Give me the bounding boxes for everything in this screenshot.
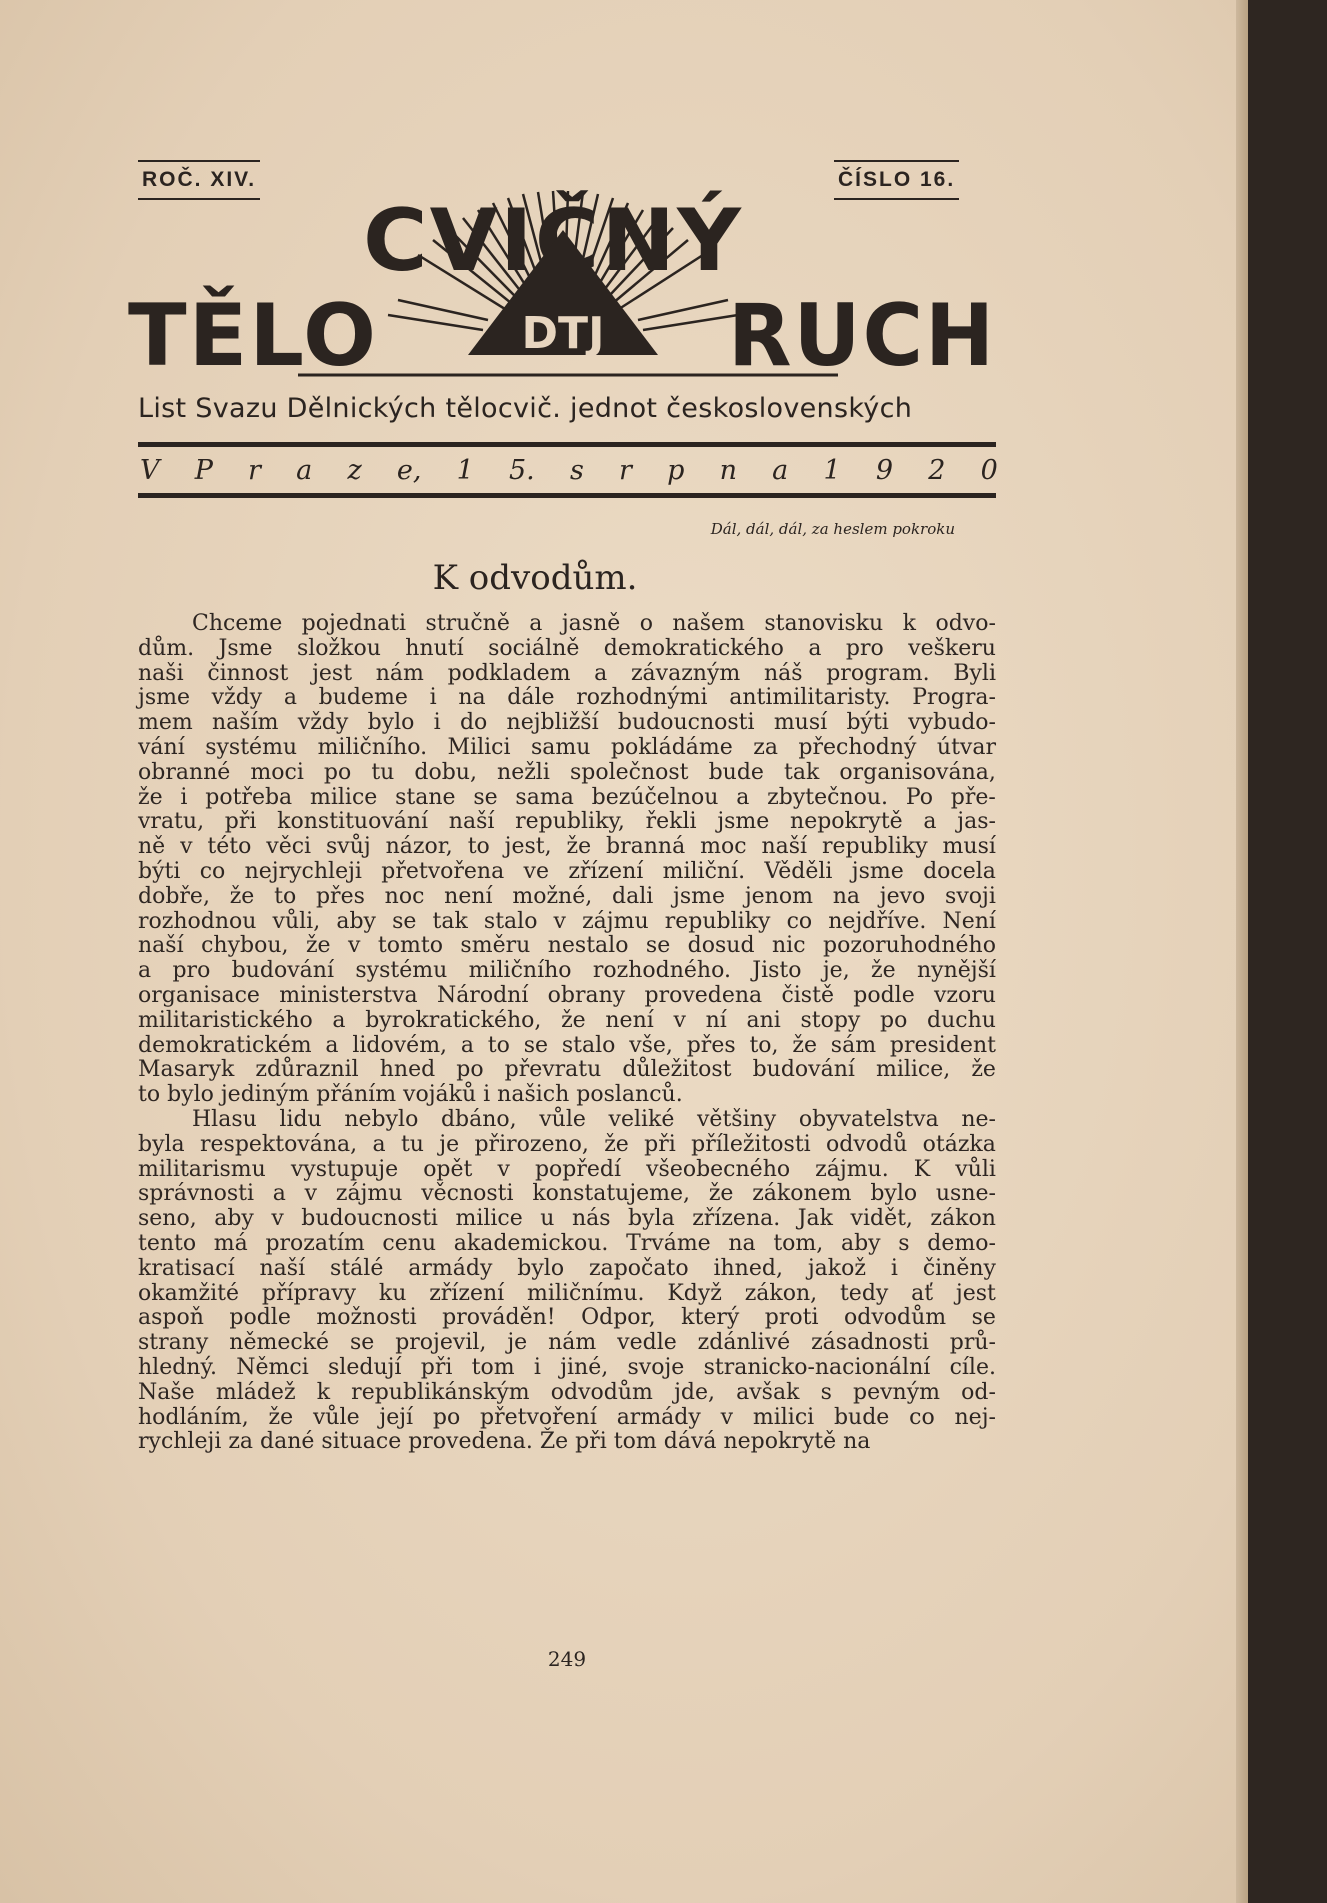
article-headline: K odvodům. bbox=[432, 558, 638, 598]
article-line: správnosti a v zájmu věcnosti konstatujeme, že zákonem bylo usne- bbox=[138, 1181, 996, 1207]
article-line: mem naším vždy bylo i do nejbližší budoucnosti musí býti vybudo- bbox=[138, 710, 996, 736]
dateline-char: n bbox=[719, 455, 737, 486]
article-line: jsme vždy a budeme i na dále rozhodnými antimilitaristy. Progra- bbox=[138, 685, 996, 711]
title-left: TĚLO bbox=[128, 286, 379, 386]
article-line: rozhodnou vůli, aby se tak stalo v zájmu republiky co nejdříve. Není bbox=[138, 908, 996, 934]
article-line: demokratickém a lidovém, a to se stalo vše, přes to, že sám president bbox=[138, 1032, 996, 1058]
motto: Dál, dál, dál, za heslem pokroku bbox=[710, 520, 955, 538]
dateline-char: 1 bbox=[823, 455, 841, 486]
dateline-char: r bbox=[619, 455, 632, 486]
background-strip bbox=[1248, 0, 1327, 1903]
masthead-title bbox=[128, 150, 998, 390]
dateline-char: p bbox=[667, 455, 685, 486]
dateline bbox=[140, 455, 998, 486]
volume-label: ROČ. XIV. bbox=[142, 168, 257, 191]
article-line: okamžité přípravy ku zřízení miličnímu. Když zákon, tedy ať jest bbox=[138, 1280, 996, 1306]
article-line: hodláním, že vůle její po přetvoření armády v milici bude co nej- bbox=[138, 1404, 996, 1430]
dateline-char: P bbox=[194, 455, 213, 486]
article-line: kratisací naší stálé armády bylo započato ihned, jakož i činěny bbox=[138, 1255, 996, 1281]
dateline-char: z bbox=[347, 455, 362, 486]
article-line: Chceme pojednati stručně a jasně o našem stanovisku k odvo- bbox=[192, 611, 996, 636]
article-line: a pro budování systému miličního rozhodného. Jisto je, že nynější bbox=[138, 958, 996, 984]
article-line: organisace ministerstva Národní obrany provedena čistě podle vzoru bbox=[138, 982, 996, 1008]
article-line: že i potřeba milice stane se sama bezúčelnou a zbytečnou. Po pře- bbox=[138, 784, 996, 810]
title-right: RUCH bbox=[728, 286, 996, 386]
dateline-char: a bbox=[296, 455, 313, 486]
article-line: Naše mládež k republikánským odvodům jde, avšak s pevným od- bbox=[138, 1379, 996, 1405]
masthead-subtitle: List Svazu Dělnických tělocvič. jednot československých bbox=[138, 393, 913, 424]
dateline-char: a bbox=[772, 455, 789, 486]
rule-bottom bbox=[138, 493, 996, 498]
article-line: militarismu vystupuje opět v popředí všeobecného zájmu. K vůli bbox=[138, 1156, 996, 1182]
dateline-char: V bbox=[140, 455, 160, 486]
dateline-char: 1 bbox=[456, 455, 474, 486]
article-line: naší chybou, že v tomto směru nestalo se dosud nic pozoruhodného bbox=[138, 933, 996, 959]
article-line: dům. Jsme složkou hnutí sociálně demokratického a pro veškeru bbox=[138, 635, 996, 661]
rule-top bbox=[138, 442, 996, 447]
article-line: strany německé se projevil, je nám vedle zdánlivé zásadnosti prů- bbox=[138, 1330, 996, 1356]
article-line: seno, aby v budoucnosti milice u nás byla zřízena. Jak vidět, zákon bbox=[138, 1206, 996, 1232]
dateline-char: 0 bbox=[980, 455, 998, 486]
article-line: dobře, že to přes noc není možné, dali jsme jenom na jevo svoji bbox=[138, 883, 996, 909]
article-line: militaristického a byrokratického, že není v ní ani stopy po duchu bbox=[138, 1007, 996, 1033]
article-line: to bylo jediným přáním vojáků i našich poslanců. bbox=[138, 1082, 683, 1108]
page-edge bbox=[1236, 0, 1248, 1903]
article-line: aspoň podle možnosti prováděn! Odpor, který proti odvodům se bbox=[138, 1305, 996, 1331]
dateline-char: r bbox=[248, 455, 261, 486]
article-line: býti co nejrychleji přetvořena ve zřízení miliční. Věděli jsme docela bbox=[138, 858, 996, 884]
article-line: naši činnost jest nám podkladem a závazným náš program. Byli bbox=[138, 660, 996, 686]
article-line: rychleji za dané situace provedena. Že při tom dává nepokrytě na bbox=[138, 1429, 871, 1455]
dateline-char: e, bbox=[396, 455, 422, 486]
article-line: obranné moci po tu dobu, nežli společnost bude tak organisována, bbox=[138, 759, 996, 785]
dateline-char: 2 bbox=[928, 455, 946, 486]
article-line: hledný. Němci sledují při tom i jiné, svoje stranicko-nacionální cíle. bbox=[138, 1354, 996, 1380]
page-number: 249 bbox=[547, 1647, 587, 1671]
article-line: vratu, při konstituování naší republiky, řekli jsme nepokrytě a jas- bbox=[138, 809, 996, 835]
article-body bbox=[138, 612, 996, 1455]
article-line: byla respektována, a tu je přirozeno, že při příležitosti odvodů otázka bbox=[138, 1131, 996, 1157]
dateline-char: s bbox=[569, 455, 584, 486]
article-line: Masaryk zdůraznil hned po převratu důležitost budování milice, že bbox=[138, 1057, 996, 1083]
dateline-char: 9 bbox=[875, 455, 894, 486]
emblem-letters: DTJ bbox=[521, 308, 605, 359]
article-line: vání systému miličního. Milici samu pokládáme za přechodný útvar bbox=[138, 734, 996, 760]
article-line: ně v této věci svůj názor, to jest, že branná moc naší republiky musí bbox=[138, 834, 996, 860]
dateline-char: 5. bbox=[509, 455, 535, 486]
title-arc: CVIČNÝ bbox=[363, 191, 735, 291]
issue-label: ČÍSLO 16. bbox=[838, 168, 956, 191]
article-line: Hlasu lidu nebylo dbáno, vůle veliké většiny obyvatelstva ne- bbox=[192, 1106, 996, 1132]
article-line: tento má prozatím cenu akademickou. Trváme na tom, aby s demo- bbox=[138, 1230, 996, 1256]
